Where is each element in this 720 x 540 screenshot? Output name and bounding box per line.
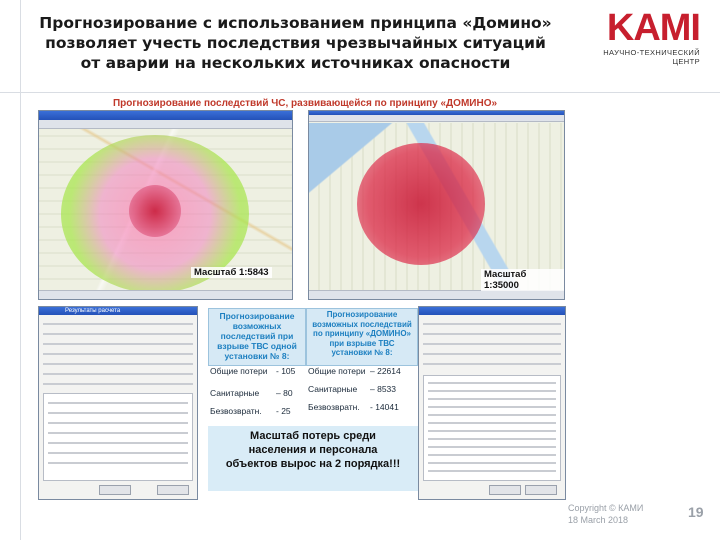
dialog-row [423, 343, 561, 345]
dialog-row [43, 333, 193, 335]
table-row [48, 422, 188, 424]
dialog-row [43, 363, 193, 365]
slide-subtitle: Прогнозирование последствий ЧС, развивающейся по принципу «ДОМИНО» [112, 98, 498, 109]
table-row [48, 442, 188, 444]
map-area [309, 123, 564, 291]
dialog-title: Результаты расчета [65, 308, 121, 314]
conclusion-line-1: Масштаб потерь среди [250, 430, 376, 442]
stat-value: – 22614 [370, 366, 401, 376]
decorative-line [20, 0, 21, 540]
copyright-date: 18 March 2018 [568, 515, 629, 525]
dialog-button[interactable] [489, 485, 521, 495]
table-row [428, 398, 556, 400]
danger-zone-inner [129, 185, 181, 237]
dialog-row [423, 353, 561, 355]
table-row [428, 438, 556, 440]
table-row [428, 382, 556, 384]
table-row [48, 402, 188, 404]
logo-subtitle: НАУЧНО-ТЕХНИЧЕСКИЙ ЦЕНТР [603, 48, 700, 66]
dialog-row [423, 323, 561, 325]
window-toolbar [39, 120, 292, 129]
table-row [48, 412, 188, 414]
stat-value: - 14041 [370, 402, 399, 412]
dialog-row [43, 383, 193, 385]
table-row [48, 432, 188, 434]
stat-value: – 80 [276, 388, 293, 398]
table-row [428, 470, 556, 472]
prognosis-note-right [306, 308, 418, 366]
window-statusbar [309, 290, 564, 299]
dialog-button[interactable] [99, 485, 131, 495]
dialog-row [43, 373, 193, 375]
stat-label: Санитарные [210, 388, 260, 398]
results-table [423, 375, 561, 481]
stat-value: - 105 [276, 366, 296, 376]
table-row [428, 406, 556, 408]
stat-label: Общие потери [210, 366, 268, 376]
map-scale-label: Масштаб 1:5843 [191, 267, 272, 278]
stat-value: - 25 [276, 406, 291, 416]
window-statusbar [39, 290, 292, 299]
prognosis-note-text: Прогнозирование возможных последствий при взрыве ТВС одной установки № 8: [217, 311, 297, 361]
prognosis-note-left [208, 308, 306, 366]
dialog-row [423, 363, 561, 365]
copyright [568, 502, 643, 526]
window-toolbar [309, 115, 564, 122]
logo-text: KAMI [606, 7, 700, 49]
table-row [428, 462, 556, 464]
map-screenshot-left [38, 110, 293, 300]
prognosis-note-text: Прогнозирование возможных последствий по принципу «ДОМИНО» при взрыве ТВС установки № 8: [312, 310, 412, 357]
conclusion-line-3: объектов вырос на 2 порядка!!! [225, 458, 401, 470]
results-table [43, 393, 193, 481]
decorative-line [0, 92, 720, 93]
stat-label: Безвозвратн. [308, 402, 360, 412]
dialog-titlebar [419, 307, 565, 315]
table-row [428, 454, 556, 456]
dialog-button[interactable] [157, 485, 189, 495]
table-row [428, 446, 556, 448]
window-titlebar [39, 111, 292, 120]
conclusion-line-2: населения и персонала [248, 444, 378, 456]
page-number: 19 [688, 504, 704, 520]
table-row [428, 390, 556, 392]
stat-label: Санитарные [308, 384, 358, 394]
kami-logo [582, 8, 700, 66]
copyright-line: Copyright © КАМИ [568, 503, 644, 513]
dialog-row [43, 353, 193, 355]
dialog-row [423, 333, 561, 335]
results-dialog-left [38, 306, 198, 500]
slide-title-line-3: от аварии на нескольких источниках опасности [80, 54, 511, 72]
conclusion-note [208, 426, 418, 491]
dialog-row [43, 343, 193, 345]
stat-value: – 8533 [370, 384, 396, 394]
table-row [428, 422, 556, 424]
table-row [428, 430, 556, 432]
dialog-row [43, 323, 193, 325]
stat-label: Безвозвратн. [210, 406, 262, 416]
table-row [428, 414, 556, 416]
table-row [48, 462, 188, 464]
slide-title-line-1: Прогнозирование с использованием принципа «Домино» [39, 14, 552, 32]
map-screenshot-right [308, 110, 565, 300]
results-dialog-right [418, 306, 566, 500]
danger-zone-outer [357, 143, 485, 265]
stat-label: Общие потери [308, 366, 366, 376]
dialog-button[interactable] [525, 485, 557, 495]
table-row [48, 452, 188, 454]
map-scale-label: Масштаб 1:35000 [481, 269, 564, 291]
slide-title-line-2: позволяет учесть последствия чрезвычайных ситуаций [45, 34, 546, 52]
